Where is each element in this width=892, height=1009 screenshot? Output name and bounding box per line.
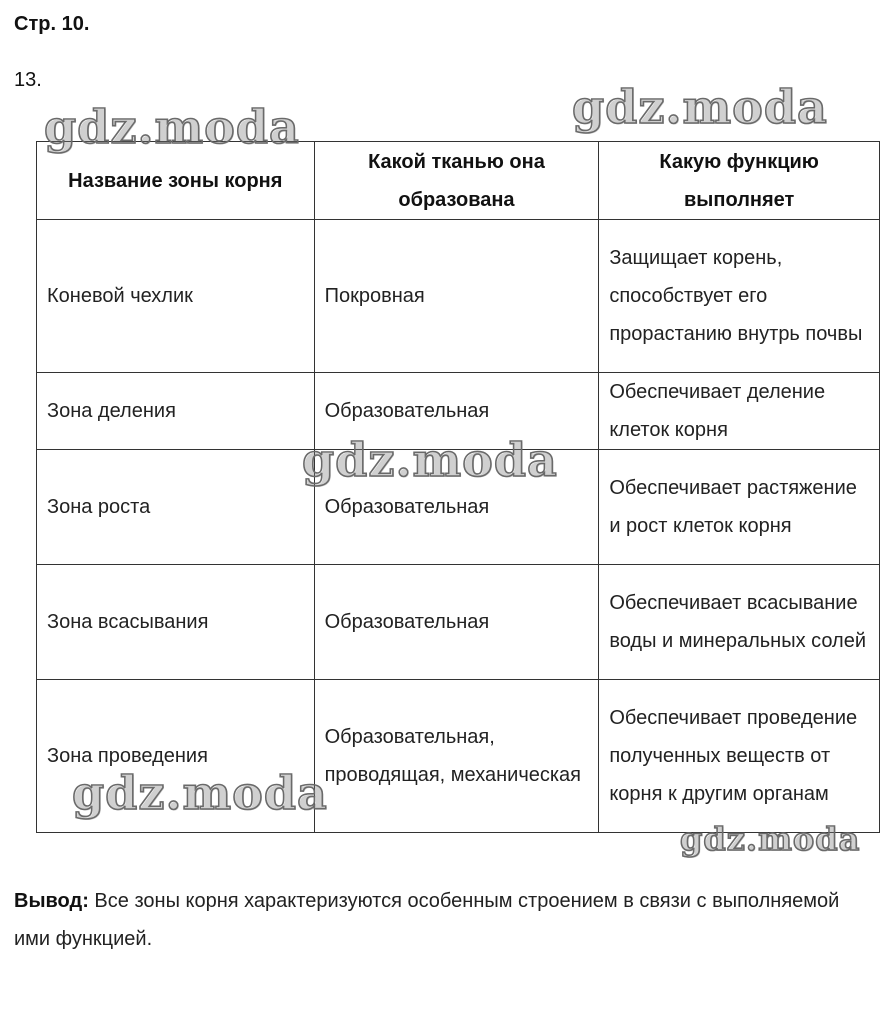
cell-tissue: Образовательная bbox=[314, 565, 599, 680]
cell-zone: Зона деления bbox=[37, 373, 315, 450]
cell-tissue: Покровная bbox=[314, 220, 599, 373]
cell-function: Обеспечивает всасывание воды и минеральных солей bbox=[599, 565, 880, 680]
conclusion-paragraph bbox=[14, 882, 874, 958]
cell-zone: Зона проведения bbox=[37, 680, 315, 833]
page-title: Стр. 10. bbox=[14, 13, 90, 35]
table-row bbox=[37, 450, 880, 565]
conclusion-label: Вывод: bbox=[14, 890, 89, 912]
watermark-logo: gdz.moda bbox=[302, 433, 558, 487]
table-header-row bbox=[37, 142, 880, 220]
table-row bbox=[37, 680, 880, 833]
column-header-function: Какую функцию выполняет bbox=[599, 142, 880, 220]
column-header-zone: Название зоны корня bbox=[37, 142, 315, 220]
cell-function: Обеспечивает растяжение и рост клеток корня bbox=[599, 450, 880, 565]
cell-tissue: Образовательная, проводящая, механическая bbox=[314, 680, 599, 833]
watermark-logo: gdz.moda bbox=[572, 80, 828, 134]
cell-zone: Зона роста bbox=[37, 450, 315, 565]
watermark-logo: gdz.moda bbox=[72, 766, 328, 820]
cell-function: Обеспечивает проведение полученных веществ от корня к другим органам bbox=[599, 680, 880, 833]
cell-zone: Зона всасывания bbox=[37, 565, 315, 680]
table-row bbox=[37, 565, 880, 680]
cell-tissue: Образовательная bbox=[314, 450, 599, 565]
cell-tissue: Образовательная bbox=[314, 373, 599, 450]
watermark-logo: gdz.moda bbox=[680, 820, 861, 858]
table-row bbox=[37, 220, 880, 373]
cell-function: Защищает корень, способствует его прорастанию внутрь почвы bbox=[599, 220, 880, 373]
conclusion-text: Все зоны корня характеризуются особенным строением в связи с выполняемой ими функцией. bbox=[14, 890, 840, 950]
column-header-tissue: Какой тканью она образована bbox=[314, 142, 599, 220]
watermark-logo: gdz.moda bbox=[44, 100, 300, 154]
task-number: 13. bbox=[14, 69, 42, 91]
cell-zone: Коневой чехлик bbox=[37, 220, 315, 373]
cell-function: Обеспечивает деление клеток корня bbox=[599, 373, 880, 450]
root-zones-table bbox=[36, 141, 880, 833]
table-row bbox=[37, 373, 880, 450]
